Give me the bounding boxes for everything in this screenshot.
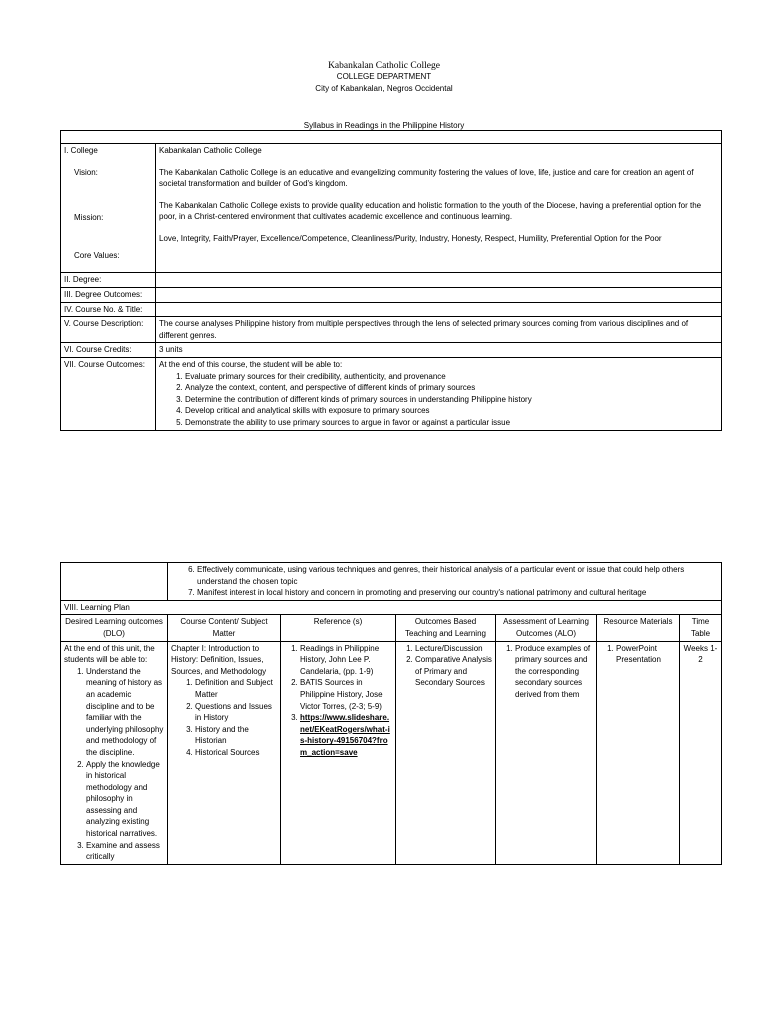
dlo-item: 3. Examine and assess critically	[86, 840, 164, 863]
course-description-value: The course analyses Philippine history from multiple perspectives through the lens of selected primary sources coming from various disciplines and of different genres.	[156, 317, 722, 343]
outcome-item: 3. Determine the contribution of different kinds of primary sources in understanding Philippine history	[185, 394, 718, 406]
header-content: Course Content/ Subject Matter	[168, 615, 281, 641]
content-item: 3. History and the Historian	[195, 724, 277, 747]
course-credits-value: 3 units	[156, 343, 722, 358]
resources-list	[600, 643, 676, 666]
department-name: COLLEGE DEPARTMENT	[336, 72, 432, 81]
header-reference: Reference (s)	[281, 615, 396, 641]
college-label: I. College Vision: Mission: Core Values:	[61, 144, 156, 273]
outcome-item: 7. Manifest interest in local history and concern in promoting and preserving our country's national patrimony and cultural heritage	[197, 587, 718, 599]
outcomes-list-continued	[171, 564, 718, 599]
reference-cell	[281, 641, 396, 864]
course-no-value	[156, 302, 722, 317]
alo-list	[499, 643, 593, 701]
header-alo: Assessment of Learning Outcomes (ALO)	[496, 615, 597, 641]
vision-text: The Kabankalan Catholic College is an educative and evangelizing community fostering the values of love, life, justice and care for creation an agent of societal transformation and builder of God's kingdom.	[159, 167, 694, 189]
outcome-item: 4. Develop critical and analytical skills with exposure to primary sources	[185, 405, 718, 417]
content-item: 4. Historical Sources	[195, 747, 277, 759]
outcome-item: 5. Demonstrate the ability to use primary sources to argue in favor or against a particular issue	[185, 417, 718, 429]
header-resources: Resource Materials	[597, 615, 680, 641]
dlo-intro: At the end of this unit, the students will be able to:	[64, 643, 155, 665]
degree-outcomes-label: III. Degree Outcomes:	[61, 287, 156, 302]
header-timetable: Time Table	[680, 615, 722, 641]
course-description-label: V. Course Description:	[61, 317, 156, 343]
resource-item: 1. PowerPoint Presentation	[616, 643, 676, 666]
content-intro: Chapter I: Introduction to History: Definition, Issues, Sources, and Methodology	[171, 643, 267, 676]
obtl-list	[399, 643, 492, 689]
college-values	[156, 144, 722, 273]
course-outcomes-value	[156, 357, 722, 430]
learning-plan-table	[60, 562, 722, 865]
course-credits-label: VI. Course Credits:	[61, 343, 156, 358]
dlo-list	[64, 666, 164, 863]
dlo-cell	[61, 641, 168, 864]
reference-item	[300, 712, 392, 758]
obtl-item: 2. Comparative Analysis of Primary and Secondary Sources	[415, 654, 492, 689]
alo-cell	[496, 641, 597, 864]
outcome-item: 1. Evaluate primary sources for their credibility, authenticity, and provenance	[185, 371, 718, 383]
continued-blank-cell	[61, 563, 168, 601]
outcome-item: 6. Effectively communicate, using various techniques and genres, their historical analysis of a particular event or issue that could help others understand the chosen topic	[197, 564, 718, 587]
vision-label: Vision:	[74, 167, 98, 177]
obtl-cell	[396, 641, 496, 864]
mission-text: The Kabankalan Catholic College exists to provide quality education and holistic formation to the youth of the Diocese, having a preferential option for the poor, in a Christ-centered environment that cultivates academic excellence and continuous learning.	[159, 200, 702, 222]
school-name: Kabankalan Catholic College	[328, 61, 440, 71]
dlo-item: 2. Apply the knowledge in historical methodology and philosophy in assessing and analyzing existing historical narratives.	[86, 759, 164, 840]
degree-value	[156, 273, 722, 288]
mission-label: Mission:	[74, 213, 104, 223]
dlo-item: 1. Understand the meaning of history as an academic discipline and to be familiar with the underlying philosophy and methodology of the discipline.	[86, 666, 164, 759]
syllabus-title: Syllabus in Readings in the Philippine History	[303, 121, 465, 130]
obtl-item: 1. Lecture/Discussion	[415, 643, 492, 655]
degree-outcomes-value	[156, 287, 722, 302]
content-item: 2. Questions and Issues in History	[195, 701, 277, 724]
header-obtl: Outcomes Based Teaching and Learning	[396, 615, 496, 641]
blank-row	[61, 131, 722, 144]
degree-label: II. Degree:	[61, 273, 156, 288]
alo-item: 1. Produce examples of primary sources and the corresponding secondary sources derived from them	[515, 643, 593, 701]
outcome-item: 2. Analyze the context, content, and perspective of different kinds of primary sources	[185, 382, 718, 394]
timetable-cell: Weeks 1-2	[680, 641, 722, 864]
content-item: 1. Definition and Subject Matter	[195, 677, 277, 700]
reference-list	[284, 643, 392, 759]
reference-link[interactable]: https://www.slideshare.net/EKeatRogers/what-is-history-49156704?from_action=save	[300, 713, 390, 757]
content-list	[171, 677, 277, 758]
outcomes-list	[159, 371, 718, 429]
content-cell	[168, 641, 281, 864]
core-values-label: Core Values:	[74, 250, 120, 260]
resources-cell	[597, 641, 680, 864]
outcomes-intro: At the end of this course, the student will be able to:	[159, 359, 343, 369]
course-no-label: IV. Course No. & Title:	[61, 302, 156, 317]
reference-item: 2. BATIS Sources in Philippine History, Jose Victor Torres, (2-3; 5-9)	[300, 677, 392, 712]
reference-item: 1. Readings in Philippine History, John Lee P. Candelaria, (pp. 1-9)	[300, 643, 392, 678]
learning-plan-label: VIII. Learning Plan	[61, 600, 722, 615]
continued-outcomes	[168, 563, 722, 601]
header-dlo: Desired Learning outcomes (DLO)	[61, 615, 168, 641]
city-name: City of Kabankalan, Negros Occidental	[315, 84, 453, 93]
college-value: Kabankalan Catholic College	[159, 146, 262, 155]
syllabus-info-table	[60, 130, 722, 431]
course-outcomes-label: VII. Course Outcomes:	[61, 357, 156, 430]
core-values-text: Love, Integrity, Faith/Prayer, Excellence/Competence, Cleanliness/Purity, Industry, Honesty, Respect, Humility, Preferential Option for the Poor	[159, 233, 662, 243]
